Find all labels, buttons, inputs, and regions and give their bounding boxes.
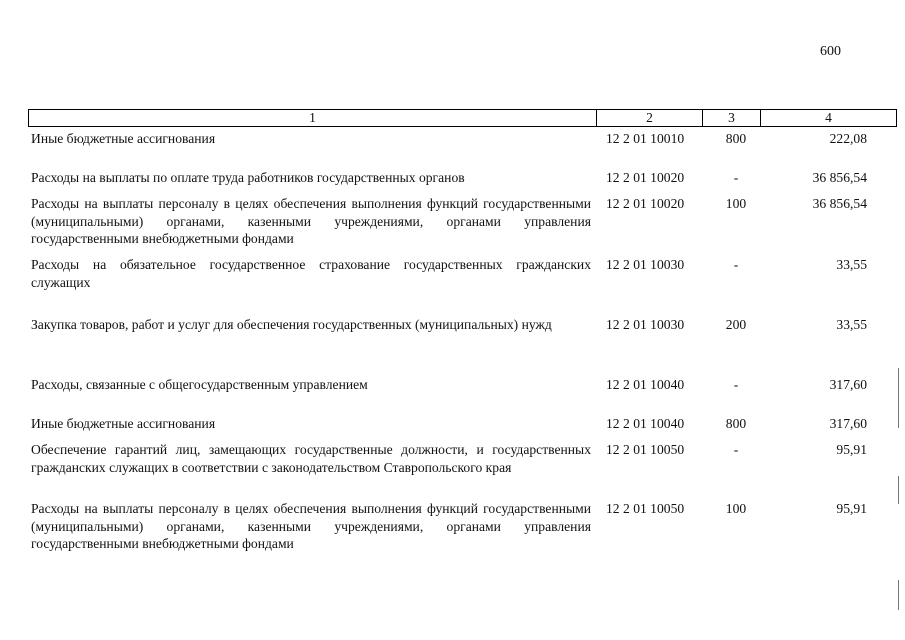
row-amount: 36 856,54 — [812, 170, 867, 185]
row-amount: 95,91 — [836, 442, 867, 457]
column-header-1: 1 — [29, 110, 597, 126]
table-row — [31, 195, 867, 248]
column-header-4: 4 — [825, 110, 832, 125]
scan-edge-mark — [898, 476, 899, 504]
row-amount: 317,60 — [829, 377, 867, 392]
table-row — [31, 256, 867, 291]
row-code: 12 2 01 10020 — [606, 170, 685, 185]
row-amount: 33,55 — [836, 317, 867, 332]
table-row — [31, 376, 867, 394]
row-type: 100 — [725, 501, 747, 516]
table-row — [31, 169, 867, 187]
row-code: 12 2 01 10040 — [606, 416, 685, 431]
row-description: Закупка товаров, работ и услуг для обеспечения государственных (муниципальных) нужд — [31, 317, 552, 332]
table-header — [28, 109, 897, 127]
row-description: Расходы на выплаты персоналу в целях обеспечения выполнения функций государственными (муниципальными) органами, казенными учреждениями, органами управления государственными внебюджетными фондами — [31, 196, 591, 246]
table-row — [31, 441, 867, 476]
row-type: - — [733, 442, 739, 457]
row-amount: 95,91 — [836, 501, 867, 516]
row-amount: 222,08 — [829, 131, 867, 146]
row-code: 12 2 01 10020 — [606, 196, 685, 211]
scan-edge-mark — [898, 368, 899, 428]
row-code: 12 2 01 10030 — [606, 317, 685, 332]
column-header-2: 2 — [597, 110, 703, 126]
row-type: 800 — [725, 416, 747, 431]
row-description: Расходы, связанные с общегосударственным управлением — [31, 377, 368, 392]
table-row — [31, 415, 867, 433]
row-amount: 36 856,54 — [812, 196, 867, 211]
table-row — [31, 500, 867, 553]
row-code: 12 2 01 10010 — [606, 131, 685, 146]
row-description: Расходы на выплаты по оплате труда работников государственных органов — [31, 170, 465, 185]
row-description: Иные бюджетные ассигнования — [31, 416, 216, 431]
row-code: 12 2 01 10040 — [606, 377, 685, 392]
row-type: 200 — [725, 317, 747, 332]
table-row — [31, 316, 867, 334]
row-amount: 33,55 — [836, 257, 867, 272]
row-description: Обеспечение гарантий лиц, замещающих государственные должности, и государственных гражданских служащих в соответствии с законодательством Ставропольского края — [31, 442, 591, 475]
row-code: 12 2 01 10050 — [606, 442, 685, 457]
row-type: - — [733, 257, 739, 272]
row-description: Иные бюджетные ассигнования — [31, 131, 216, 146]
row-amount: 317,60 — [829, 416, 867, 431]
row-type: - — [733, 377, 739, 392]
column-header-3: 3 — [703, 110, 761, 126]
row-type: - — [733, 170, 739, 185]
row-code: 12 2 01 10030 — [606, 257, 685, 272]
row-description: Расходы на выплаты персоналу в целях обеспечения выполнения функций государственными (муниципальными) органами, казенными учреждениями, органами управления государственными внебюджетными фондами — [31, 501, 591, 551]
scan-edge-mark — [898, 580, 899, 610]
row-type: 800 — [725, 131, 747, 146]
row-type: 100 — [725, 196, 747, 211]
page-number: 600 — [820, 44, 841, 59]
row-description: Расходы на обязательное государственное страхование государственных гражданских служащих — [31, 257, 591, 290]
table-row — [31, 130, 867, 148]
row-code: 12 2 01 10050 — [606, 501, 685, 516]
